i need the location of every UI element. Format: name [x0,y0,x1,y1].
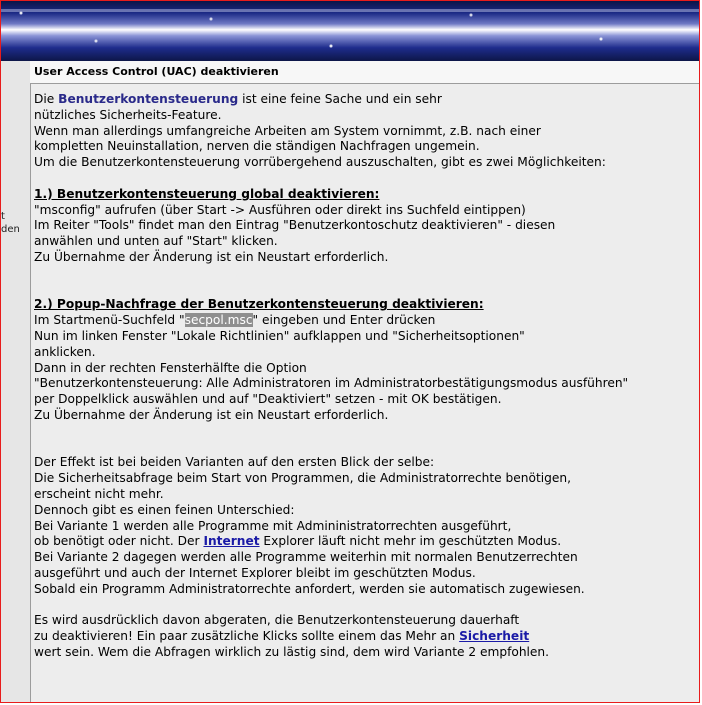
intro-line [34,92,693,108]
text: ist eine feine Sache und ein sehr [238,92,442,106]
effect-line: erscheint nicht mehr. [34,486,164,501]
effect-line: Die Sicherheitsabfrage beim Start von Programmen, die Administratorrechte benötigen, [34,471,571,486]
sidebar-fragment: t [1,211,5,222]
effect-line: Bei Variante 2 dagegen werden alle Programme weiterhin mit normalen Benutzerrechten [34,550,578,565]
text: Die [34,92,59,106]
intro-line: Um die Benutzerkontensteuerung vorrübergehend auszuschalten, gibt es zwei Möglichkeiten: [34,155,606,170]
effect-line: Sobald ein Programm Administratorrechte anfordert, werden sie automatisch zugewiesen. [34,581,585,596]
intro-line: nützliches Sicherheits-Feature. [34,107,222,122]
article-header [30,61,699,84]
section-2-line: Nun im linken Fenster "Lokale Richtlinien" aufklappen und "Sicherheitsoptionen" [34,328,525,343]
header-banner [1,1,699,61]
effect-line: Der Effekt ist bei beiden Varianten auf den ersten Blick der selbe: [34,455,435,470]
section-1-title: 1.) Benutzerkontensteuerung global deaktivieren: [34,186,380,201]
spacer [34,424,693,440]
spacer [34,598,693,614]
internet-link[interactable]: Internet [203,534,260,549]
text: " eingeben und Enter drücken [252,313,436,328]
sidebar-fragment: den [1,224,20,235]
effect-line: ausgeführt und auch der Internet Explorer bleibt im geschützten Modus. [34,565,476,580]
text: Explorer läuft nicht mehr im geschützten Modus. [259,534,562,549]
section-2-line: "Benutzerkontensteuerung: Alle Administratoren im Administratorbestätigungsmodus ausführen" [34,376,629,391]
selected-text[interactable]: secpol.msc [184,313,253,328]
text: zu deaktivieren! Ein paar zusätzliche Klicks sollte einem das Mehr an [34,629,460,644]
section-1-line: "msconfig" aufrufen (über Start -> Ausführen oder direkt ins Suchfeld eintippen) [34,202,526,217]
article-title: User Access Control (UAC) deaktivieren [34,65,279,78]
closing-line: wert sein. Wem die Abfragen wirklich zu lästig sind, dem wird Variante 2 empfohlen. [34,644,550,659]
text: ob benötigt oder nicht. Der [34,534,204,549]
intro-line: Wenn man allerdings umfangreiche Arbeiten am System vornimmt, z.B. nach einer [34,123,541,138]
section-2-line: Zu Übernahme der Änderung ist ein Neustart erforderlich. [34,407,389,422]
sicherheit-link[interactable]: Sicherheit [459,629,530,644]
intro-line: kompletten Neuinstallation, nerven die ständigen Nachfragen ungemein. [34,139,480,154]
section-2-line: anklicken. [34,344,96,359]
section-2-line: Dann in der rechten Fensterhälfte die Option [34,360,307,375]
section-2-line [34,313,693,329]
closing-line [34,629,693,645]
text: Im Startmenü-Suchfeld " [34,313,185,328]
section-1-line: anwählen und unten auf "Start" klicken. [34,234,278,249]
closing-line: Es wird ausdrücklich davon abgeraten, die Benutzerkontensteuerung dauerhaft [34,613,520,628]
section-2-title: 2.) Popup-Nachfrage der Benutzerkontensteuerung deaktivieren: [34,297,484,312]
section-2-line: per Doppelklick auswählen und auf "Deaktiviert" setzen - mit OK bestätigen. [34,392,502,407]
effect-line [34,534,693,550]
spacer [34,266,693,282]
section-1-line: Im Reiter "Tools" findet man den Eintrag "Benutzerkontoschutz deaktivieren" - diesen [34,218,556,233]
spacer [34,440,693,456]
section-1-line: Zu Übernahme der Änderung ist ein Neustart erforderlich. [34,249,389,264]
left-sidebar [1,61,31,702]
article-body [34,92,693,661]
spacer [34,171,693,187]
effect-line: Bei Variante 1 werden alle Programme mit Admininistratorrechten ausgeführt, [34,518,512,533]
banner-stripe [1,9,699,12]
effect-line: Dennoch gibt es einen feinen Unterschied: [34,502,295,517]
spacer [34,282,693,298]
highlighted-term: Benutzerkontensteuerung [58,92,239,106]
